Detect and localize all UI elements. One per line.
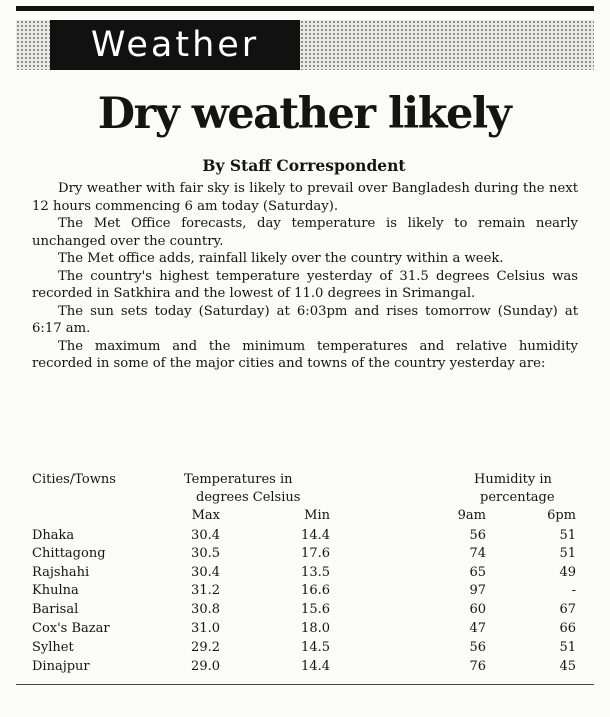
- humidity-9am: 74: [469, 546, 486, 561]
- min-temp: 17.6: [301, 546, 330, 561]
- humidity-header-line2: percentage: [480, 490, 555, 505]
- humidity-9am: 65: [469, 565, 486, 580]
- max-temp: 30.4: [191, 565, 220, 580]
- min-temp: 15.6: [301, 602, 330, 617]
- humidity-6pm: 51: [559, 546, 576, 561]
- city-name: Cox's Bazar: [32, 621, 110, 636]
- paragraph: Dry weather with fair sky is likely to prevail over Bangladesh during the next 12 hours commencing 6 am today (Saturday).: [32, 181, 578, 214]
- humidity-9am: 47: [469, 621, 486, 636]
- max-temp: 31.2: [191, 583, 220, 598]
- humidity-6pm: -: [571, 583, 576, 598]
- paragraph: The sun sets today (Saturday) at 6:03pm and rises tomorrow (Sunday) at 6:17 am.: [32, 303, 578, 336]
- humidity-9am: 97: [469, 583, 486, 598]
- humidity-9am: 56: [469, 528, 486, 543]
- max-temp: 30.8: [191, 602, 220, 617]
- min-temp: 14.4: [301, 528, 330, 543]
- paragraph: The maximum and the minimum temperatures and relative humidity recorded in some of the major cities and towns of the country yesterday are:: [32, 338, 578, 371]
- city-name: Khulna: [32, 583, 79, 598]
- humidity-6pm: 67: [559, 602, 576, 617]
- temperature-header-line1: Temperatures in: [184, 472, 293, 487]
- max-temp: 29.2: [191, 640, 220, 655]
- paragraph: The Met Office forecasts, day temperature is likely to remain nearly unchanged over the country.: [32, 216, 578, 249]
- humidity-9am: 60: [469, 602, 486, 617]
- max-temp: 30.4: [191, 528, 220, 543]
- humidity-9am-header: 9am: [457, 508, 486, 523]
- humidity-6pm-header: 6pm: [547, 508, 576, 523]
- min-temp: 16.6: [301, 583, 330, 598]
- city-name: Chittagong: [32, 546, 106, 561]
- humidity-6pm: 51: [559, 528, 576, 543]
- max-column-header: Max: [191, 508, 220, 523]
- humidity-6pm: 51: [559, 640, 576, 655]
- city-column-header: Cities/Towns: [32, 472, 116, 487]
- humidity-header-line1: Humidity in: [474, 472, 552, 487]
- byline: By Staff Correspondent: [202, 156, 406, 175]
- min-column-header: Min: [304, 508, 330, 523]
- min-temp: 13.5: [301, 565, 330, 580]
- paragraph: The Met office adds, rainfall likely over the country within a week.: [58, 251, 504, 266]
- min-temp: 14.4: [301, 659, 330, 674]
- humidity-6pm: 49: [559, 565, 576, 580]
- max-temp: 29.0: [191, 659, 220, 674]
- paragraph: The country's highest temperature yesterday of 31.5 degrees Celsius was recorded in Satkhira and the lowest of 11.0 degrees in Srimangal.: [32, 268, 578, 301]
- max-temp: 31.0: [191, 621, 220, 636]
- min-temp: 18.0: [301, 621, 330, 636]
- city-name: Barisal: [32, 602, 79, 617]
- min-temp: 14.5: [301, 640, 330, 655]
- headline: Dry weather likely: [97, 89, 511, 139]
- humidity-9am: 56: [469, 640, 486, 655]
- temperature-header-line2: degrees Celsius: [196, 490, 301, 505]
- bottom-rule: [16, 684, 594, 685]
- city-name: Dhaka: [32, 528, 75, 543]
- section-title: Weather: [50, 20, 300, 70]
- max-temp: 30.5: [191, 546, 220, 561]
- humidity-6pm: 45: [559, 659, 576, 674]
- city-name: Rajshahi: [32, 565, 90, 580]
- city-name: Sylhet: [32, 640, 74, 655]
- city-name: Dinajpur: [32, 659, 90, 674]
- humidity-6pm: 66: [559, 621, 576, 636]
- humidity-9am: 76: [469, 659, 486, 674]
